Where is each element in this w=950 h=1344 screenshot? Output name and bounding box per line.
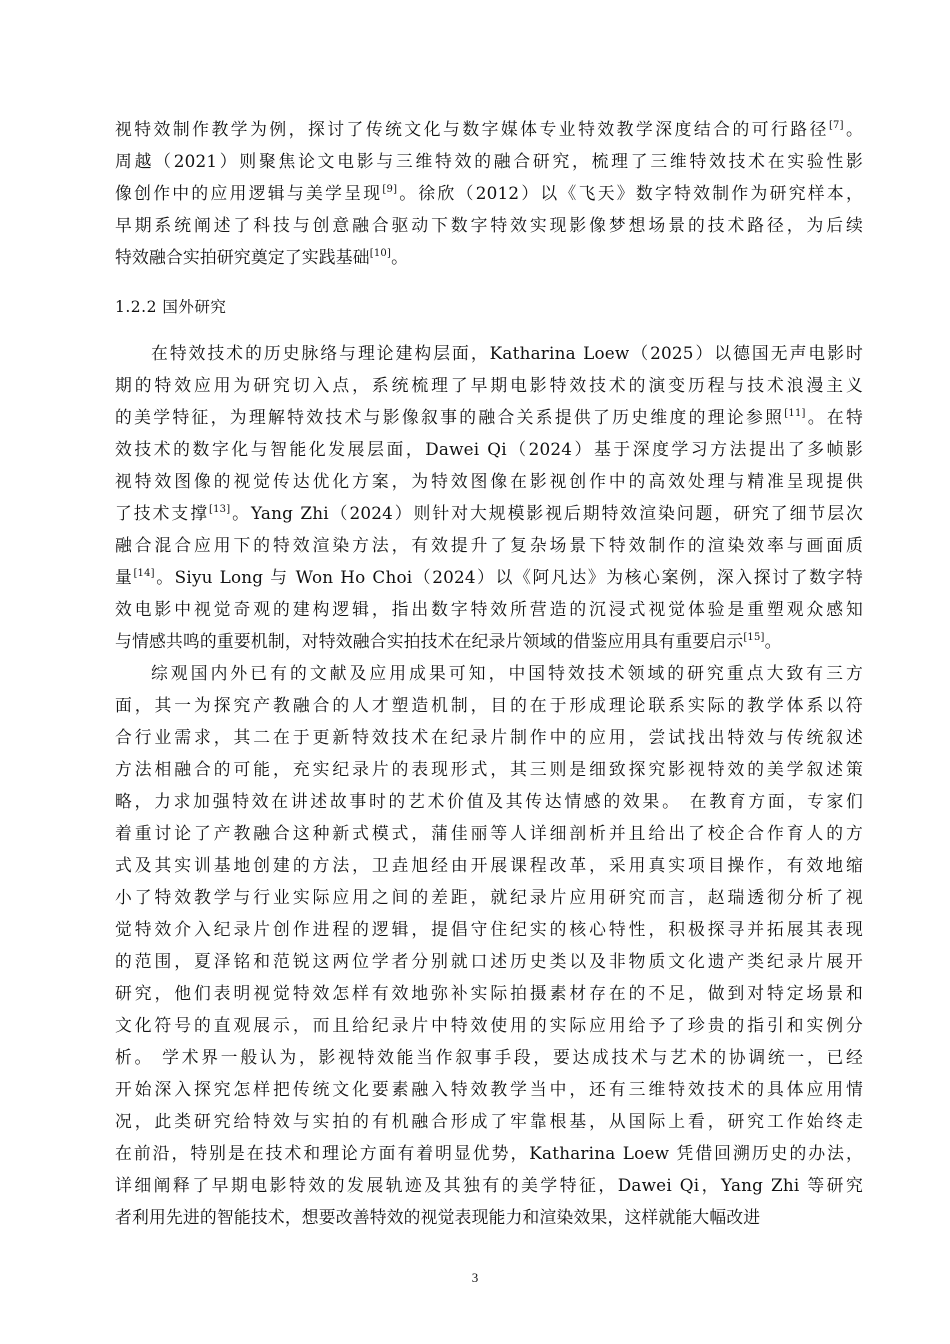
text-line: 面，其一为探究产教融合的人才塑造机制，目的在于形成理论联系实际的教学体系以符 (115, 695, 863, 715)
text-run: 。 (843, 119, 863, 139)
text-run: 。Yang Zhi（2024）则针对大规模影视后期特效渲染问题，研究了细节层次 (230, 503, 863, 523)
citation-ref: [11] (784, 408, 806, 419)
text-line (115, 625, 863, 657)
text-run: 周越（2021）则聚焦论文电影与三维特效的融合研究，梳理了三维特效技术在实验性影 (115, 151, 863, 171)
text-line: 详细阐释了早期电影特效的发展轨迹及其独有的美学特征，Dawei Qi，Yang Zhi 等研究 (115, 1175, 863, 1195)
text-line: 觉特效介入纪录片创作进程的逻辑，提倡守住纪实的核心特性，积极探寻并拓展其表现 (115, 919, 863, 939)
paragraph-domestic-research-end (115, 113, 863, 273)
text-line: 在前沿，特别是在技术和理论方面有着明显优势，Katharina Loew 凭借回溯历史的办法， (115, 1143, 863, 1163)
section-heading: 1.2.2 国外研究 (115, 298, 227, 316)
text-run: 量 (115, 567, 134, 587)
text-run: 。 (391, 247, 409, 267)
text-run: 与情感共鸣的重要机制，对特效融合实拍技术在纪录片领域的借鉴应用具有重要启示 (115, 631, 744, 651)
text-run: 在特效技术的历史脉络与理论建构层面，Katharina Loew（2025）以德国无声电影时 (151, 343, 863, 363)
text-line: 略，力求加强特效在讲述故事时的艺术价值及其传达情感的效果。 在教育方面，专家们 (115, 791, 863, 811)
text-line (115, 145, 863, 177)
text-run: 像创作中的应用逻辑与美学呈现 (115, 183, 383, 203)
text-line (115, 529, 863, 561)
text-run: 期的特效应用为研究切入点，系统梳理了早期电影特效技术的演变历程与技术浪漫主义 (115, 375, 863, 395)
text-run: 。Siyu Long 与 Won Ho Choi（2024）以《阿凡达》为核心案例，深入探讨了数字特 (154, 567, 863, 587)
text-run: 效电影中视觉奇观的建构逻辑，指出数字特效所营造的沉浸式视觉体验是重塑观众感知 (115, 599, 863, 619)
citation-ref: [13] (209, 504, 231, 515)
text-line: 合行业需求，其二在于更新特效技术在纪录片制作中的应用，尝试找出特效与传统叙述 (115, 727, 863, 747)
text-line (115, 401, 863, 433)
page-number: 3 (471, 1270, 479, 1285)
text-run: 视特效图像的视觉传达优化方案，为特效图像在影视创作中的高效处理与精准呈现提供 (115, 471, 863, 491)
paragraph-foreign-research (115, 337, 863, 657)
text-run: 早期系统阐述了科技与创意融合驱动下数字特效实现影像梦想场景的技术路径，为后续 (115, 215, 863, 235)
text-line: 文化符号的直观展示，而且给纪录片中特效使用的实际应用给予了珍贵的指引和实例分 (115, 1015, 863, 1035)
citation-ref: [9] (382, 184, 398, 195)
text-run: 的美学特征，为理解特效技术与影像叙事的融合关系提供了历史维度的理论参照 (115, 407, 785, 427)
citation-ref: [10] (369, 248, 392, 259)
text-run: 了技术支撑 (115, 503, 209, 523)
text-line: 着重讨论了产教融合这种新式模式，蒲佳丽等人详细剖析并且给出了校企合作育人的方 (115, 823, 863, 843)
text-run: 特效融合实拍研究奠定了实践基础 (115, 247, 370, 267)
text-line (115, 209, 863, 241)
text-run: 。在特 (805, 407, 863, 427)
text-line: 者利用先进的智能技术，想要改善特效的视觉表现能力和渲染效果，这样就能大幅改进 (115, 1207, 761, 1227)
text-run: 融合混合应用下的特效渲染方法，有效提升了复杂场景下特效制作的渲染效率与画面质 (115, 535, 863, 555)
text-line: 的范围，夏泽铭和范锐这两位学者分别就口述历史类以及非物质文化遗产类纪录片展开 (115, 951, 863, 971)
text-line (115, 113, 863, 145)
text-line: 析。 学术界一般认为，影视特效能当作叙事手段，要达成技术与艺术的协调统一，已经 (115, 1047, 863, 1067)
text-run: 效技术的数字化与智能化发展层面，Dawei Qi（2024）基于深度学习方法提出了多帧影 (115, 439, 863, 459)
text-line: 研究，他们表明视觉特效怎样有效地弥补实际拍摄素材存在的不足，做到对特定场景和 (115, 983, 863, 1003)
text-line (115, 433, 863, 465)
paragraph-summary (115, 657, 863, 1233)
text-line: 方法相融合的可能，充实纪录片的表现形式，其三则是细致探究影视特效的美学叙述策 (115, 759, 863, 779)
text-line (115, 593, 863, 625)
text-line (115, 177, 863, 209)
text-line (115, 465, 863, 497)
text-line (115, 497, 863, 529)
citation-ref: [15] (743, 632, 765, 643)
text-line: 式及其实训基地创建的方法，卫垚旭经由开展课程改革，采用真实项目操作，有效地缩 (115, 855, 863, 875)
text-line (115, 337, 863, 369)
text-line (115, 369, 863, 401)
text-run: 。 (764, 631, 782, 651)
text-line (115, 561, 863, 593)
text-line: 小了特效教学与行业实际应用之间的差距，就纪录片应用研究而言，赵瑞透彻分析了视 (115, 887, 863, 907)
text-line (115, 241, 863, 273)
text-line: 综观国内外已有的文献及应用成果可知，中国特效技术领域的研究重点大致有三方 (151, 663, 863, 683)
text-line: 开始深入探究怎样把传统文化要素融入特效教学当中，还有三维特效技术的具体应用情 (115, 1079, 863, 1099)
body-text (115, 113, 863, 1233)
text-run: 视特效制作教学为例，探讨了传统文化与数字媒体专业特效教学深度结合的可行路径 (115, 119, 829, 139)
citation-ref: [14] (133, 568, 155, 579)
text-run: 。徐欣（2012）以《飞天》数字特效制作为研究样本， (397, 183, 863, 203)
citation-ref: [7] (828, 120, 844, 131)
text-line: 况，此类研究给特效与实拍的有机融合形成了牢靠根基，从国际上看，研究工作始终走 (115, 1111, 863, 1131)
